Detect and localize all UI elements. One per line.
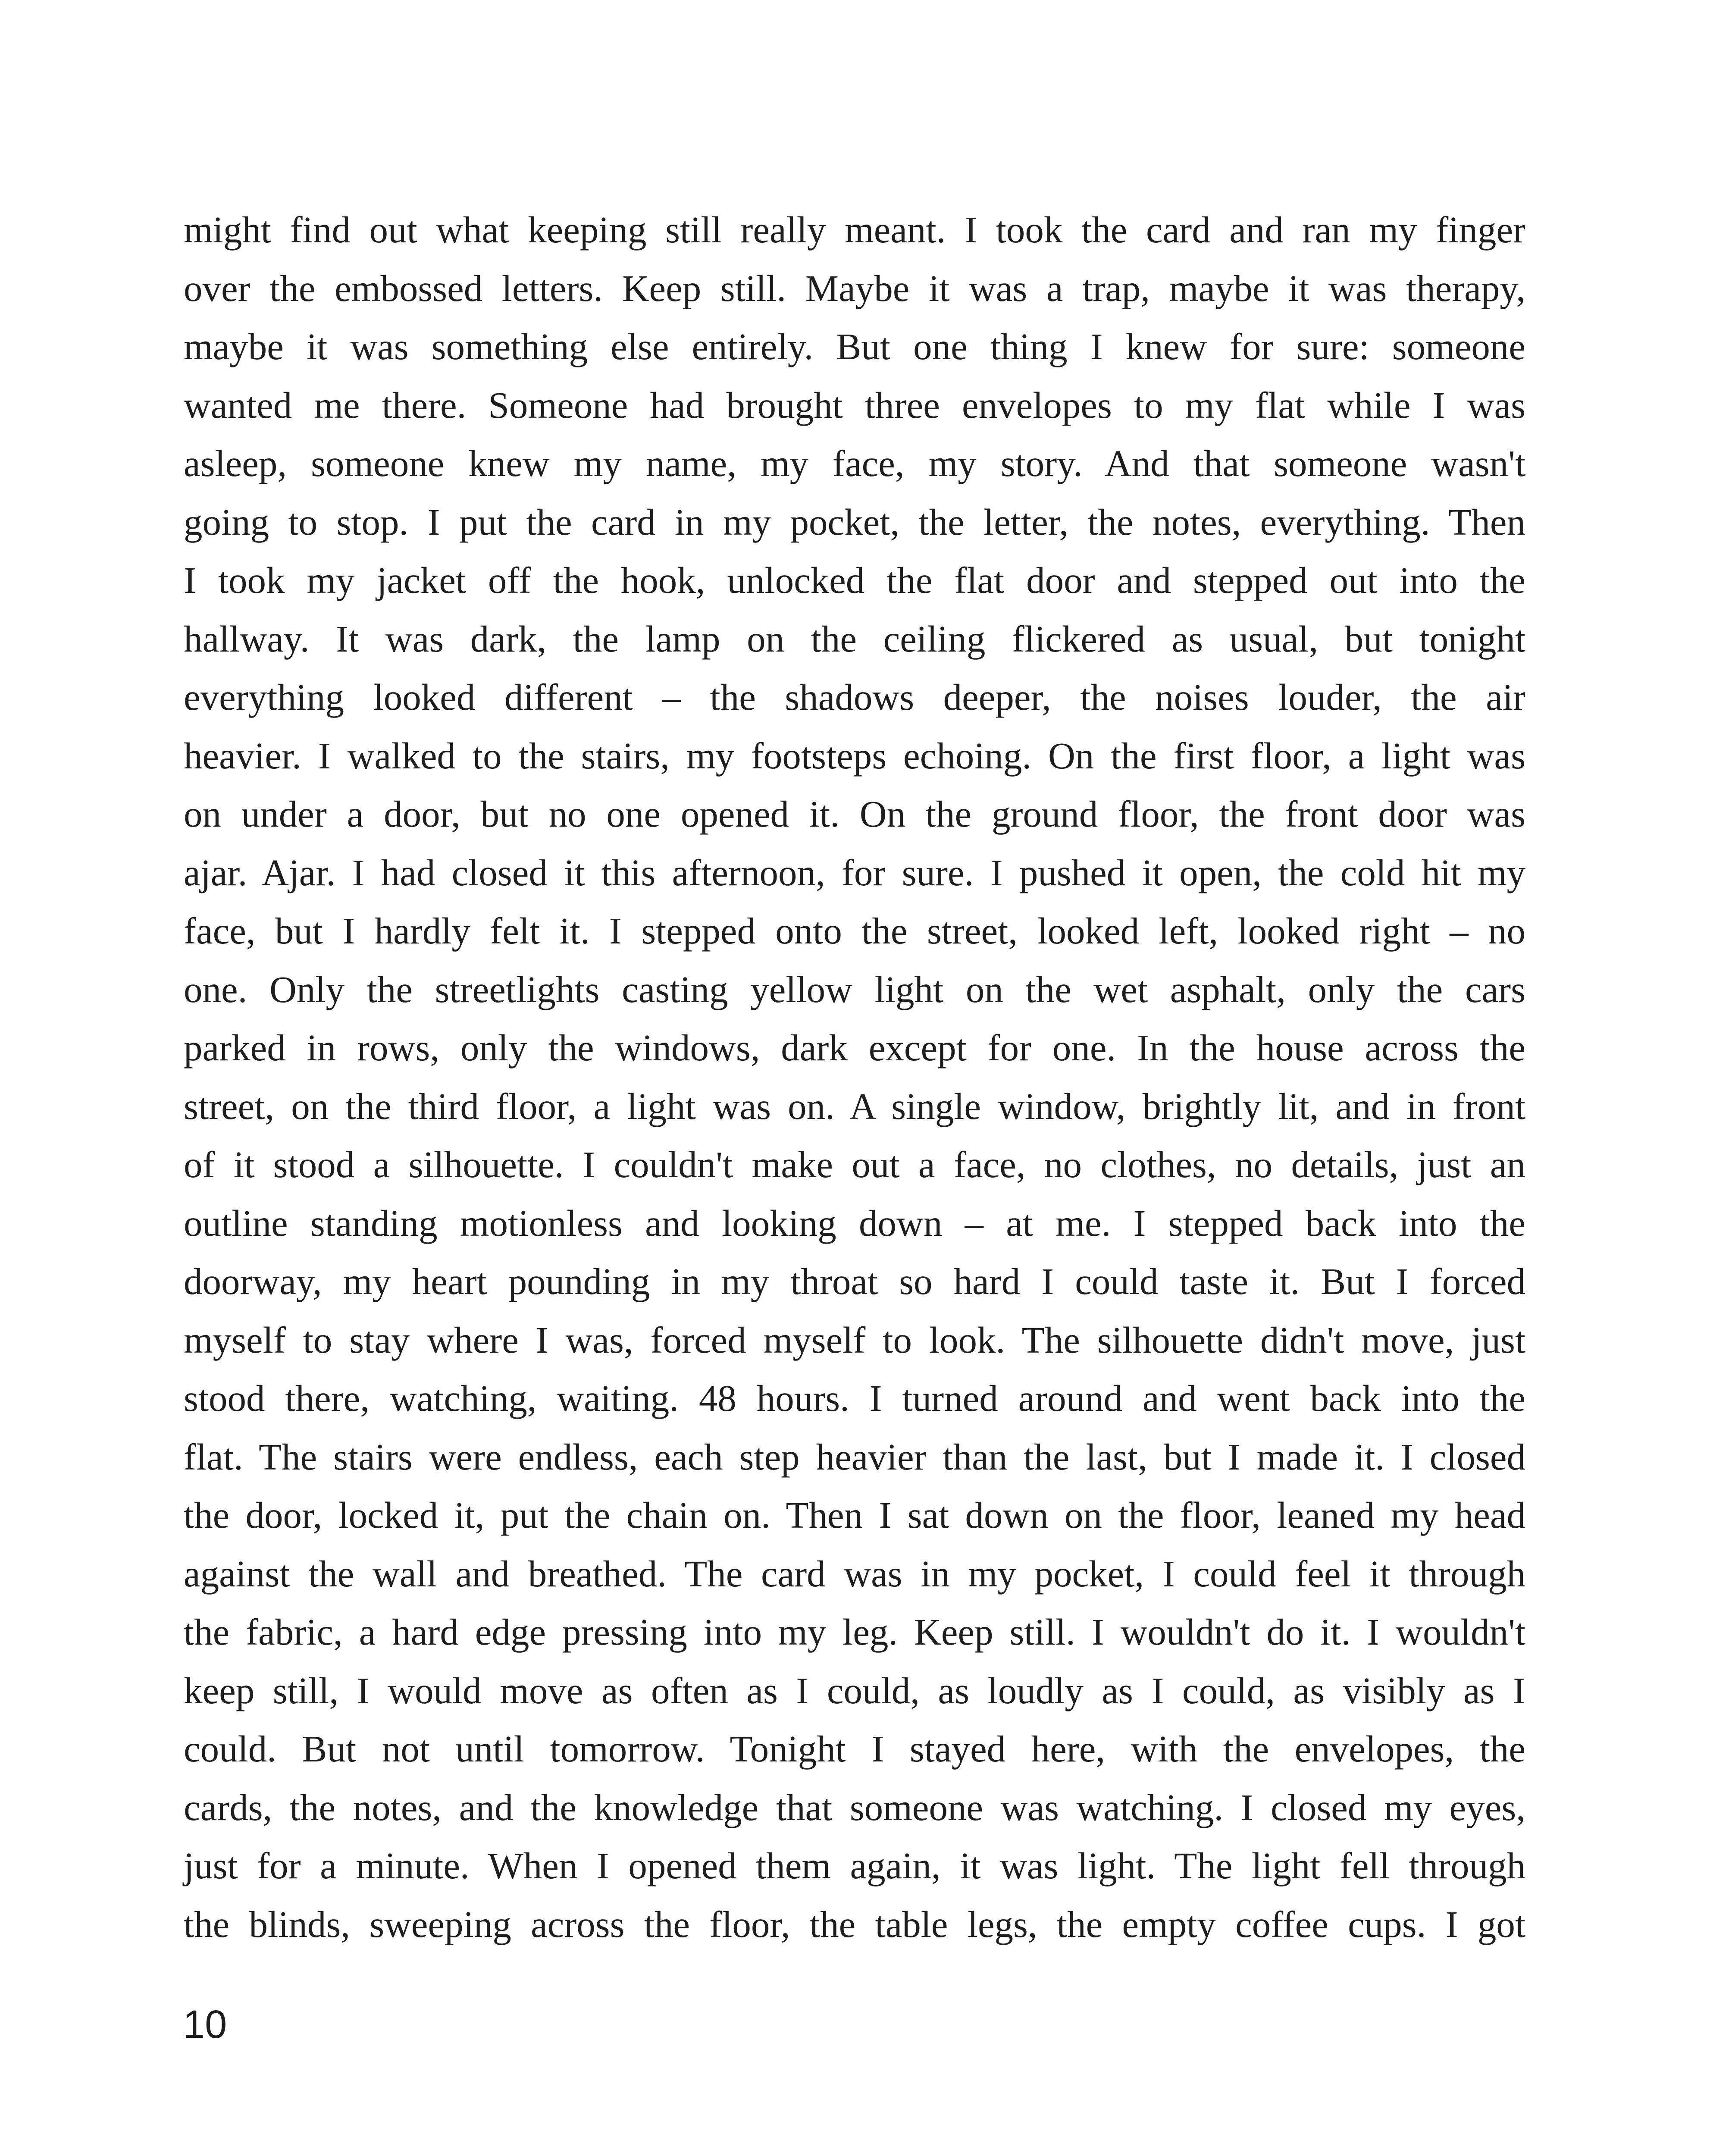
text-line: on under a door, but no one opened it. On the ground floor, the front door was xyxy=(184,793,1525,835)
text-line: I took my jacket off the hook, unlocked the flat door and stepped out into the xyxy=(184,559,1525,601)
text-line: the door, locked it, put the chain on. Then I sat down on the floor, leaned my head xyxy=(184,1494,1525,1536)
page-number: 10 xyxy=(183,2002,227,2046)
text-line: flat. The stairs were endless, each step heavier than the last, but I made it. I closed xyxy=(184,1435,1525,1478)
text-line: hallway. It was dark, the lamp on the ceiling flickered as usual, but tonight xyxy=(184,617,1525,660)
text-line: could. But not until tomorrow. Tonight I stayed here, with the envelopes, the xyxy=(184,1728,1525,1770)
text-line: wanted me there. Someone had brought three envelopes to my flat while I was xyxy=(184,384,1525,426)
text-line: the blinds, sweeping across the floor, the table legs, the empty coffee cups. I got xyxy=(184,1903,1525,1945)
text-line: myself to stay where I was, forced myself to look. The silhouette didn't move, just xyxy=(184,1319,1525,1361)
text-line: over the embossed letters. Keep still. Maybe it was a trap, maybe it was therapy, xyxy=(184,267,1525,309)
text-line: against the wall and breathed. The card was in my pocket, I could feel it through xyxy=(184,1552,1525,1595)
text-line: one. Only the streetlights casting yellow light on the wet asphalt, only the cars xyxy=(184,968,1525,1010)
text-line: doorway, my heart pounding in my throat so hard I could taste it. But I forced xyxy=(184,1260,1525,1302)
text-line: maybe it was something else entirely. But one thing I knew for sure: someone xyxy=(184,326,1525,367)
text-line: keep still, I would move as often as I could, as loudly as I could, as visibly as I xyxy=(184,1669,1525,1711)
text-line: everything looked different – the shadows deeper, the noises louder, the air xyxy=(184,676,1525,718)
text-line: street, on the third floor, a light was on. A single window, brightly lit, and in front xyxy=(184,1085,1525,1127)
text-line: parked in rows, only the windows, dark except for one. In the house across the xyxy=(184,1027,1525,1069)
text-line: heavier. I walked to the stairs, my footsteps echoing. On the first floor, a light was xyxy=(184,734,1525,777)
text-line: of it stood a silhouette. I couldn't make out a face, no clothes, no details, just an xyxy=(184,1144,1525,1185)
text-line: the fabric, a hard edge pressing into my leg. Keep still. I wouldn't do it. I wouldn't xyxy=(184,1611,1525,1653)
text-line: going to stop. I put the card in my pocket, the letter, the notes, everything. Then xyxy=(184,501,1525,543)
text-line: just for a minute. When I opened them again, it was light. The light fell through xyxy=(184,1845,1525,1887)
text-line: ajar. Ajar. I had closed it this afternoon, for sure. I pushed it open, the cold hit my xyxy=(184,851,1525,893)
body-text xyxy=(184,201,1525,1953)
text-line: cards, the notes, and the knowledge that someone was watching. I closed my eyes, xyxy=(184,1786,1525,1828)
text-line: asleep, someone knew my name, my face, my story. And that someone wasn't xyxy=(184,442,1525,484)
text-line: outline standing motionless and looking down – at me. I stepped back into the xyxy=(184,1202,1525,1244)
text-line: face, but I hardly felt it. I stepped onto the street, looked left, looked right – no xyxy=(184,910,1525,952)
text-line: stood there, watching, waiting. 48 hours. I turned around and went back into the xyxy=(184,1377,1525,1419)
text-line: might find out what keeping still really meant. I took the card and ran my finger xyxy=(184,209,1525,251)
